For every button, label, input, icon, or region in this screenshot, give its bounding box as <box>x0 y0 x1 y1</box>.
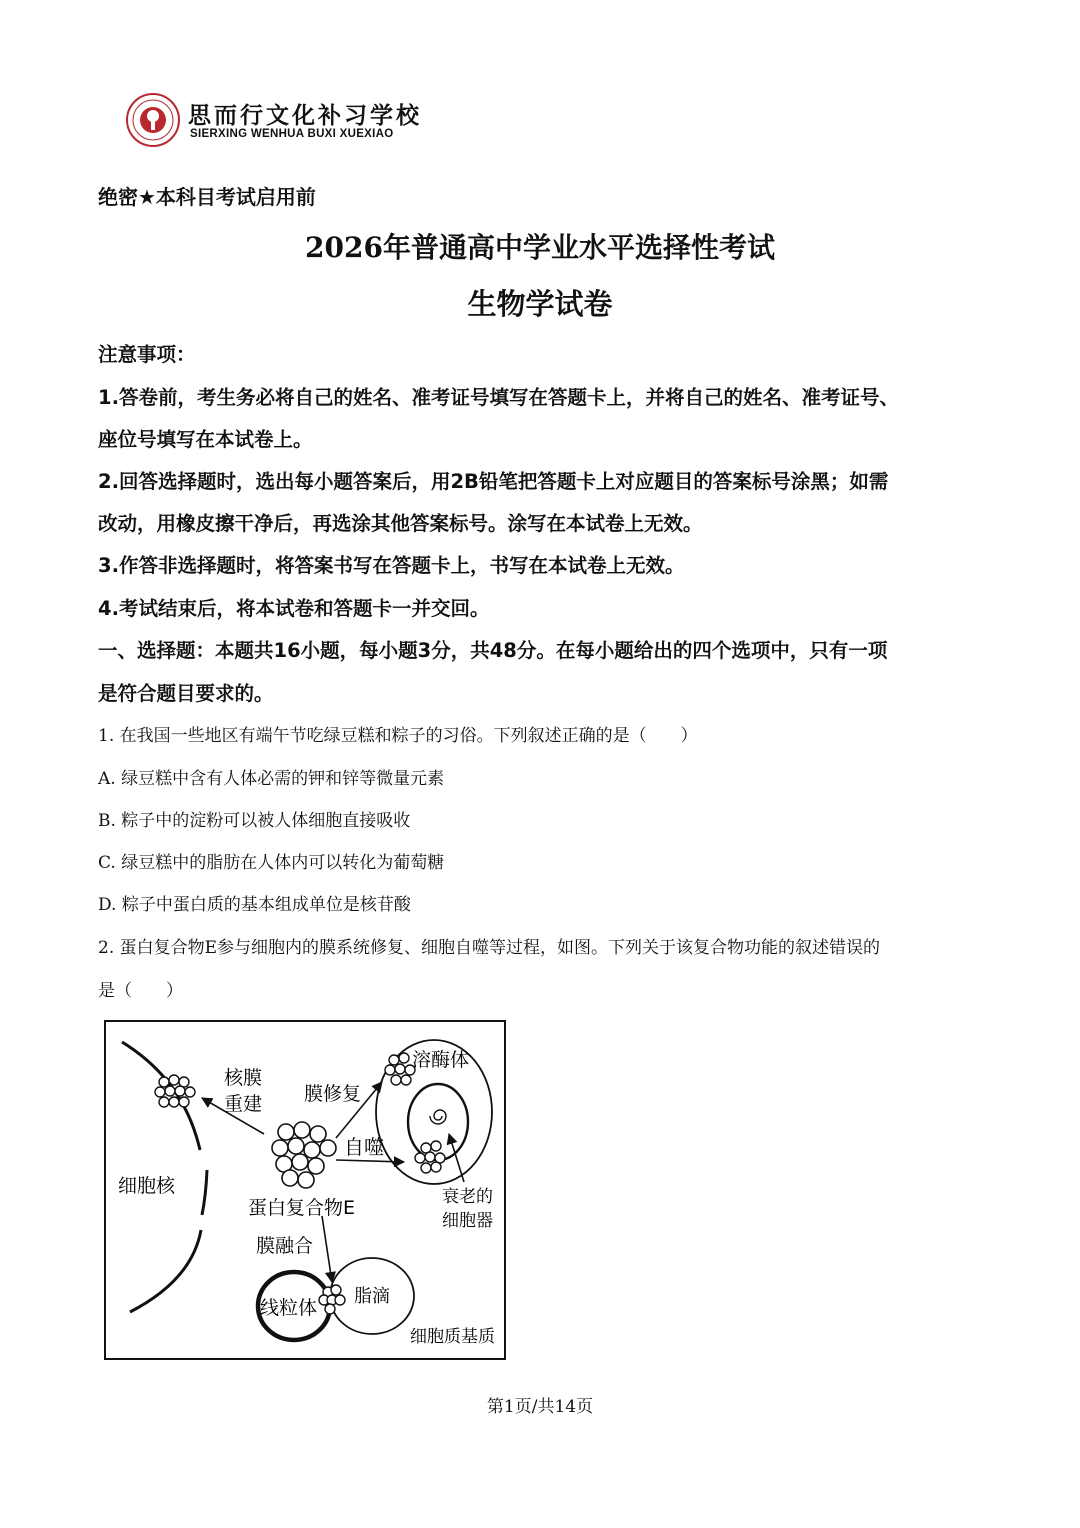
label-envelope-rebuild-2: 重建 <box>224 1093 263 1115</box>
label-envelope-rebuild-1: 核膜 <box>224 1067 263 1089</box>
question-1-option-c: C. 绿豆糕中的脂肪在人体内可以转化为葡萄糖 <box>98 853 445 873</box>
label-aged-organelle-2: 细胞器 <box>442 1211 493 1231</box>
label-aged-organelle-1: 衰老的 <box>442 1187 493 1207</box>
label-membrane-fusion: 膜融合 <box>256 1235 314 1257</box>
question-2-stem: 2. 蛋白复合物E参与细胞内的膜系统修复、细胞自噬等过程，如图。下列关于该复合物功能的叙述错误的 <box>98 938 881 958</box>
exam-subject: 生物学试卷 <box>467 287 613 321</box>
label-cytoplasm-matrix: 细胞质基质 <box>410 1327 495 1347</box>
notice-line: 改动，用橡皮擦干净后，再选涂其他答案标号。涂写在本试卷上无效。 <box>98 512 703 535</box>
label-complex-e: 蛋白复合物E <box>248 1197 356 1219</box>
notice-line: 2.回答选择题时，选出每小题答案后，用2B铅笔把答题卡上对应题目的答案标号涂黑；如需 <box>98 470 889 493</box>
notice-line: 4.考试结束后，将本试卷和答题卡一并交回。 <box>98 597 490 620</box>
question-1-option-a: A. 绿豆糕中含有人体必需的钾和锌等微量元素 <box>98 769 445 789</box>
notice-heading: 注意事项： <box>98 343 196 366</box>
page-footer: 第1页/共14页 <box>486 1397 594 1417</box>
question-1-option-d: D. 粽子中蛋白质的基本组成单位是核苷酸 <box>98 895 411 915</box>
label-autophagy: 自噬 <box>344 1135 384 1159</box>
notice-line: 3.作答非选择题时，将答案书写在答题卡上，书写在本试卷上无效。 <box>98 554 685 577</box>
school-name-en: SIERXING WENHUA BUXI XUEXIAO <box>190 128 394 140</box>
secret-line: 绝密★本科目考试启用前 <box>98 185 316 209</box>
complex-cluster-envelope <box>155 1075 195 1107</box>
cell-diagram <box>104 1020 506 1360</box>
label-lipid-droplet: 脂滴 <box>354 1286 390 1307</box>
question-1-stem: 1. 在我国一些地区有端午节吃绿豆糕和粽子的习俗。下列叙述正确的是（ ） <box>98 726 698 746</box>
question-2-stem-cont: 是（ ） <box>98 981 183 1001</box>
section-heading: 一、选择题：本题共16小题，每小题3分，共48分。在每小题给出的四个选项中，只有一项 <box>98 639 888 662</box>
label-membrane-repair: 膜修复 <box>304 1083 362 1105</box>
question-1-option-b: B. 粽子中的淀粉可以被人体细胞直接吸收 <box>98 811 411 831</box>
exam-title: 2026年普通高中学业水平选择性考试 <box>305 231 775 264</box>
label-mitochondrion: 线粒体 <box>260 1297 318 1319</box>
label-nucleus: 细胞核 <box>118 1175 176 1197</box>
notice-line: 1.答卷前，考生务必将自己的姓名、准考证号填写在答题卡上，并将自己的姓名、准考证号、 <box>98 386 899 409</box>
notice-line: 座位号填写在本试卷上。 <box>98 428 313 451</box>
label-lysosome: 溶酶体 <box>412 1049 470 1071</box>
section-heading-cont: 是符合题目要求的。 <box>98 682 274 705</box>
school-name-cn: 思而行文化补习学校 <box>188 103 422 129</box>
